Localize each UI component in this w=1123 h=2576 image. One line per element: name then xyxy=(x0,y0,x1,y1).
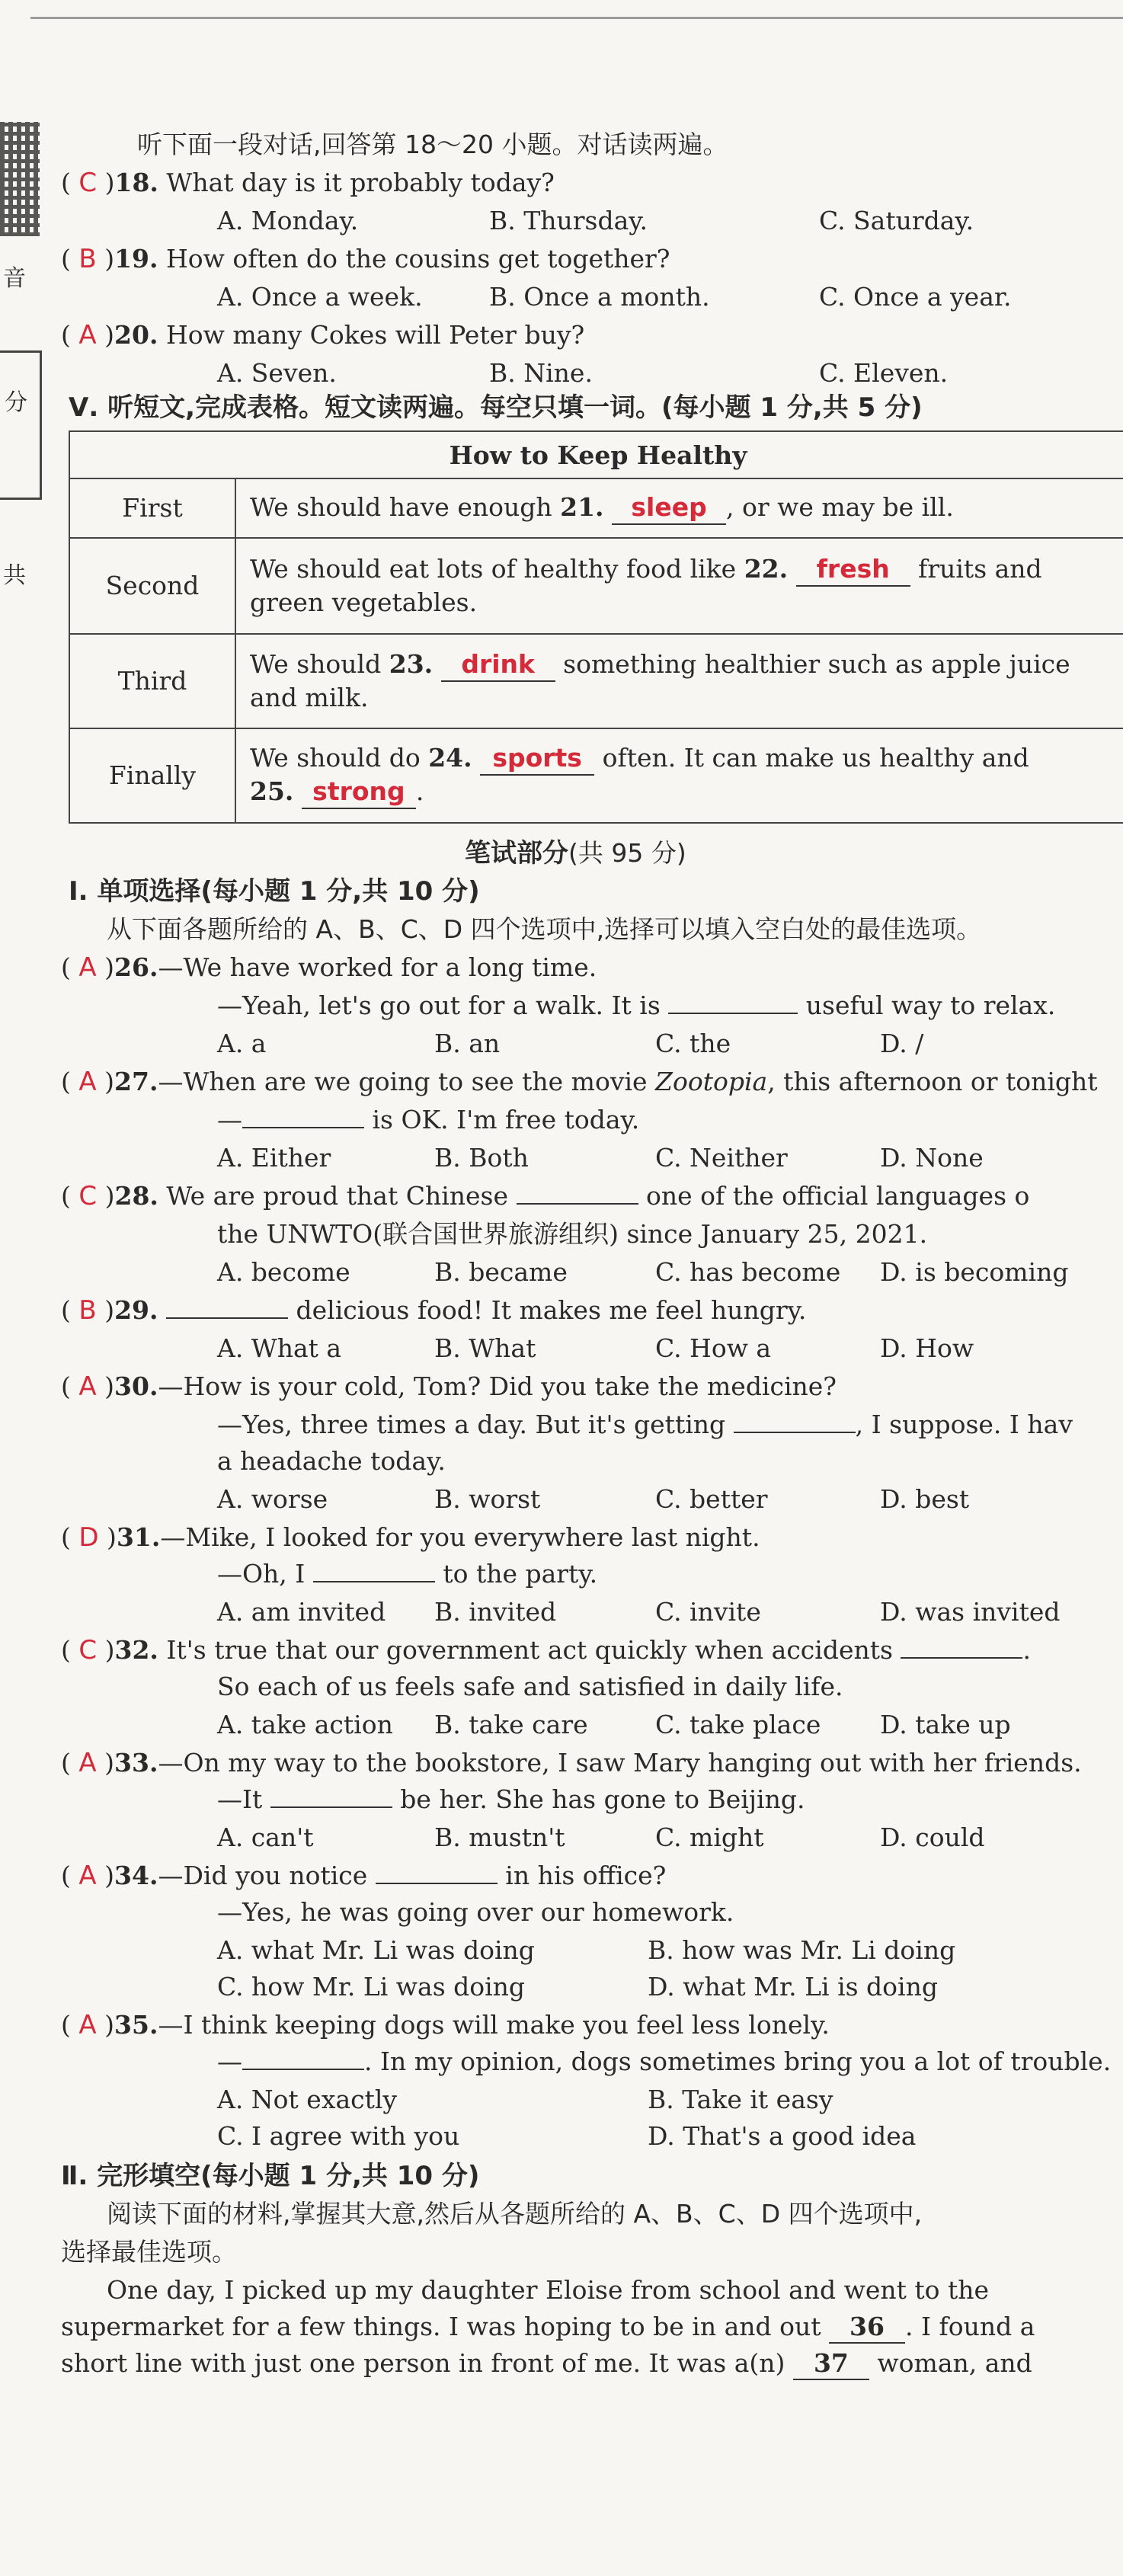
answer-18: C xyxy=(78,168,98,198)
question-31: ( D )31.—Mike, I looked for you everywhere last night. xyxy=(61,1522,760,1553)
blank-21: sleep xyxy=(612,491,726,525)
option-18-b: B. Thursday. xyxy=(489,206,648,235)
option-33-d: D. could xyxy=(880,1822,985,1852)
blank-31 xyxy=(313,1581,435,1582)
blank-27 xyxy=(242,1127,364,1128)
question-31-line2: —Oh, I to the party. xyxy=(217,1559,598,1589)
option-34-c: C. how Mr. Li was doing xyxy=(217,1972,526,2002)
blank-29 xyxy=(166,1317,288,1319)
option-30-b: B. worst xyxy=(434,1484,541,1514)
question-26-line2: —Yeah, let's go out for a walk. It is useful way to relax. xyxy=(217,990,1056,1020)
row-label-third: Third xyxy=(69,634,235,728)
question-34: ( A )34.—Did you notice in his office? xyxy=(61,1861,667,1891)
written-part-heading: 笔试部分(共 95 分) xyxy=(465,838,686,869)
option-26-b: B. an xyxy=(434,1029,501,1058)
blank-35 xyxy=(242,2069,364,2070)
answer-19: B xyxy=(78,244,97,274)
question-26: ( A )26.—We have worked for a long time. xyxy=(61,952,597,983)
question-28-line2: the UNWTO(联合国世界旅游组织) since January 25, 2021. xyxy=(217,1219,928,1249)
question-34-line2: —Yes, he was going over our homework. xyxy=(217,1897,734,1927)
blank-28 xyxy=(517,1203,638,1205)
question-30-line2: —Yes, three times a day. But it's getting , I suppose. I hav xyxy=(217,1410,1073,1439)
row-second: We should eat lots of healthy food like 22. fresh fruits and green vegetables. xyxy=(235,538,1123,634)
question-33-line2: —It be her. She has gone to Beijing. xyxy=(217,1784,805,1814)
option-33-a: A. can't xyxy=(217,1822,314,1852)
option-35-b: B. Take it easy xyxy=(648,2085,833,2114)
option-35-a: A. Not exactly xyxy=(217,2085,398,2114)
blank-33 xyxy=(270,1806,392,1808)
option-29-b: B. What xyxy=(434,1333,536,1363)
option-19-c: C. Once a year. xyxy=(819,282,1012,312)
row-first: We should have enough 21. sleep , or we may be ill. xyxy=(235,478,1123,538)
question-32: ( C )32. It's true that our government act quickly when accidents . xyxy=(61,1635,1031,1666)
question-28: ( C )28. We are proud that Chinese one of the official languages o xyxy=(61,1181,1030,1211)
section-1-title: Ⅰ. 单项选择(每小题 1 分,共 10 分) xyxy=(69,876,480,907)
option-27-c: C. Neither xyxy=(655,1143,788,1173)
table-title: How to Keep Healthy xyxy=(69,431,1123,478)
option-32-b: B. take care xyxy=(434,1710,588,1739)
blank-22: fresh xyxy=(796,553,910,587)
blank-36: 36 xyxy=(829,2312,905,2344)
option-19-b: B. Once a month. xyxy=(489,282,710,312)
question-30: ( A )30.—How is your cold, Tom? Did you take the medicine? xyxy=(61,1371,837,1402)
question-35: ( A )35.—I think keeping dogs will make you feel less lonely. xyxy=(61,2010,830,2040)
option-33-c: C. might xyxy=(655,1822,764,1852)
question-35-line2: — . In my opinion, dogs sometimes bring you a lot of trouble. xyxy=(217,2046,1112,2076)
option-32-c: C. take place xyxy=(655,1710,821,1739)
row-label-finally: Finally xyxy=(69,728,235,823)
section-1-instruction: 从下面各题所给的 A、B、C、D 四个选项中,选择可以填入空白处的最佳选项。 xyxy=(107,914,982,944)
option-27-a: A. Either xyxy=(217,1143,331,1173)
option-30-d: D. best xyxy=(880,1484,970,1514)
question-29: ( B )29. delicious food! It makes me feel hungry. xyxy=(61,1295,807,1326)
passage-line-3: short line with just one person in front of me. It was a(n) 37 woman, and xyxy=(61,2348,1032,2380)
healthy-table xyxy=(69,430,1123,824)
listening-intro: 听下面一段对话,回答第 18～20 小题。对话读两遍。 xyxy=(137,130,728,159)
movie-title: Zootopia xyxy=(655,1067,768,1096)
blank-24: sports xyxy=(480,742,594,776)
option-31-c: C. invite xyxy=(655,1597,761,1627)
option-19-a: A. Once a week. xyxy=(217,282,423,312)
side-note: 共 xyxy=(3,562,26,589)
option-33-b: B. mustn't xyxy=(434,1822,565,1852)
option-35-d: D. That's a good idea xyxy=(648,2121,917,2151)
question-33: ( A )33.—On my way to the bookstore, I saw Mary hanging out with her friends. xyxy=(61,1748,1082,1778)
question-27-line2: — is OK. I'm free today. xyxy=(217,1105,640,1134)
blank-26 xyxy=(668,1013,798,1014)
option-18-a: A. Monday. xyxy=(217,206,359,235)
option-32-a: A. take action xyxy=(217,1710,393,1739)
option-35-c: C. I agree with you xyxy=(217,2121,460,2151)
blank-30 xyxy=(734,1432,856,1433)
top-rule xyxy=(30,17,1123,19)
option-28-b: B. became xyxy=(434,1257,568,1287)
qr-code-icon[interactable] xyxy=(0,122,40,236)
score-box-text: 分 xyxy=(5,389,27,416)
passage-line-2: supermarket for a few things. I was hoping to be in and out 36 . I found a xyxy=(61,2312,1035,2344)
question-32-line2: So each of us feels safe and satisfied in daily life. xyxy=(217,1672,843,1701)
section-5-title: Ⅴ. 听短文,完成表格。短文读两遍。每空只填一词。(每小题 1 分,共 5 分) xyxy=(69,392,923,423)
option-18-c: C. Saturday. xyxy=(819,206,974,235)
answer-20: A xyxy=(78,320,97,350)
option-32-d: D. take up xyxy=(880,1710,1011,1739)
question-30-line3: a headache today. xyxy=(217,1446,446,1476)
option-28-c: C. has become xyxy=(655,1257,841,1287)
option-26-c: C. the xyxy=(655,1029,731,1058)
option-29-c: C. How a xyxy=(655,1333,772,1363)
question-27: ( A )27.—When are we going to see the movie Zootopia, this afternoon or tonight xyxy=(61,1067,1098,1097)
option-20-b: B. Nine. xyxy=(489,358,593,388)
option-28-d: D. is becoming xyxy=(880,1257,1069,1287)
option-27-b: B. Both xyxy=(434,1143,529,1173)
option-34-d: D. what Mr. Li is doing xyxy=(648,1972,938,2002)
score-box xyxy=(0,350,42,500)
row-label-second: Second xyxy=(69,538,235,634)
option-29-d: D. How xyxy=(880,1333,974,1363)
option-30-a: A. worse xyxy=(217,1484,328,1514)
option-20-a: A. Seven. xyxy=(217,358,337,388)
option-31-a: A. am invited xyxy=(217,1597,386,1627)
row-label-first: First xyxy=(69,478,235,538)
option-26-d: D. / xyxy=(880,1029,924,1058)
section-2-instruction-1: 阅读下面的材料,掌握其大意,然后从各题所给的 A、B、C、D 四个选项中, xyxy=(107,2199,923,2229)
option-29-a: A. What a xyxy=(217,1333,342,1363)
question-20: ( A )20. How many Cokes will Peter buy? xyxy=(61,320,585,350)
option-34-b: B. how was Mr. Li doing xyxy=(648,1935,956,1965)
blank-23: drink xyxy=(441,648,555,682)
blank-25: strong xyxy=(302,776,416,809)
qr-label: 音 xyxy=(3,265,26,292)
question-19: ( B )19. How often do the cousins get together? xyxy=(61,244,670,274)
blank-37: 37 xyxy=(793,2348,869,2380)
row-finally: We should do 24. sports often. It can make us healthy and 25. strong . xyxy=(235,728,1123,823)
left-margin xyxy=(0,0,59,2576)
option-26-a: A. a xyxy=(217,1029,267,1058)
option-20-c: C. Eleven. xyxy=(819,358,949,388)
option-31-b: B. invited xyxy=(434,1597,557,1627)
blank-32 xyxy=(901,1657,1022,1659)
question-18: ( C )18. What day is it probably today? xyxy=(61,168,555,198)
blank-34 xyxy=(376,1883,498,1884)
section-2-instruction-2: 选择最佳选项。 xyxy=(61,2237,237,2267)
option-31-d: D. was invited xyxy=(880,1597,1061,1627)
section-2-title: Ⅱ. 完形填空(每小题 1 分,共 10 分) xyxy=(61,2161,480,2191)
option-34-a: A. what Mr. Li was doing xyxy=(217,1935,535,1965)
option-28-a: A. become xyxy=(217,1257,350,1287)
passage-line-1: One day, I picked up my daughter Eloise from school and went to the xyxy=(107,2275,990,2305)
row-third: We should 23. drink something healthier such as apple juice and milk. xyxy=(235,634,1123,728)
option-30-c: C. better xyxy=(655,1484,768,1514)
option-27-d: D. None xyxy=(880,1143,984,1173)
